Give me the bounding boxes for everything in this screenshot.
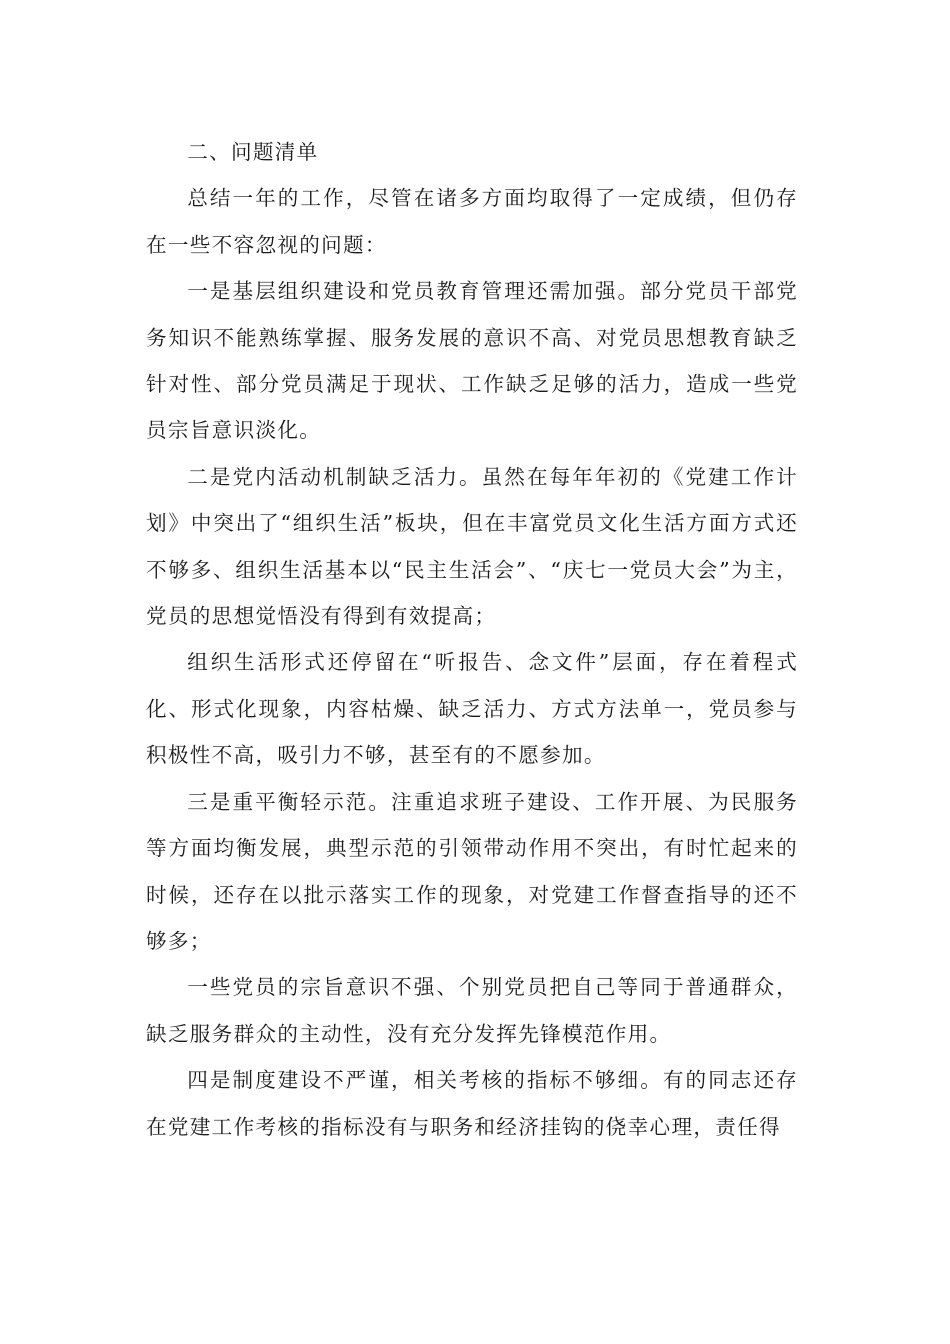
body-paragraph: 总结一年的工作，尽管在诸多方面均取得了一定成绩，但仍存在一些不容忽视的问题： — [146, 186, 798, 257]
body-paragraph: 四是制度建设不严谨，相关考核的指标不够细。有的同志还存在党建工作考核的指标没有与职务和经济挂钩的侥幸心理，责任得 — [146, 1068, 798, 1139]
body-paragraph: 三是重平衡轻示范。注重追求班子建设、工作开展、为民服务等方面均衡发展，典型示范的引领带动作用不突出，有时忙起来的时候，还存在以批示落实工作的现象，对党建工作督查指导的还不够多； — [146, 789, 798, 953]
document-body — [146, 129, 798, 1150]
body-paragraph: 组织生活形式还停留在“听报告、念文件”层面，存在着程式化、形式化现象，内容枯燥、缺乏活力、方式方法单一，党员参与积极性不高，吸引力不够，甚至有的不愿参加。 — [146, 650, 798, 768]
body-paragraph: 一些党员的宗旨意识不强、个别党员把自己等同于普通群众，缺乏服务群众的主动性，没有充分发挥先锋模范作用。 — [146, 975, 798, 1046]
body-paragraph: 一是基层组织建设和党员教育管理还需加强。部分党员干部党务知识不能熟练掌握、服务发展的意识不高、对党员思想教育缺乏针对性、部分党员满足于现状、工作缺乏足够的活力，造成一些党员宗旨意识淡化。 — [146, 279, 798, 443]
section-heading: 二、问题清单 — [187, 140, 319, 164]
body-paragraph: 二是党内活动机制缺乏活力。虽然在每年年初的《党建工作计划》中突出了“组织生活”板块，但在丰富党员文化生活方面方式还不够多、组织生活基本以“民主生活会”、“庆七一党员大会”为主，党员的思想觉悟没有得到有效提高； — [146, 464, 798, 629]
